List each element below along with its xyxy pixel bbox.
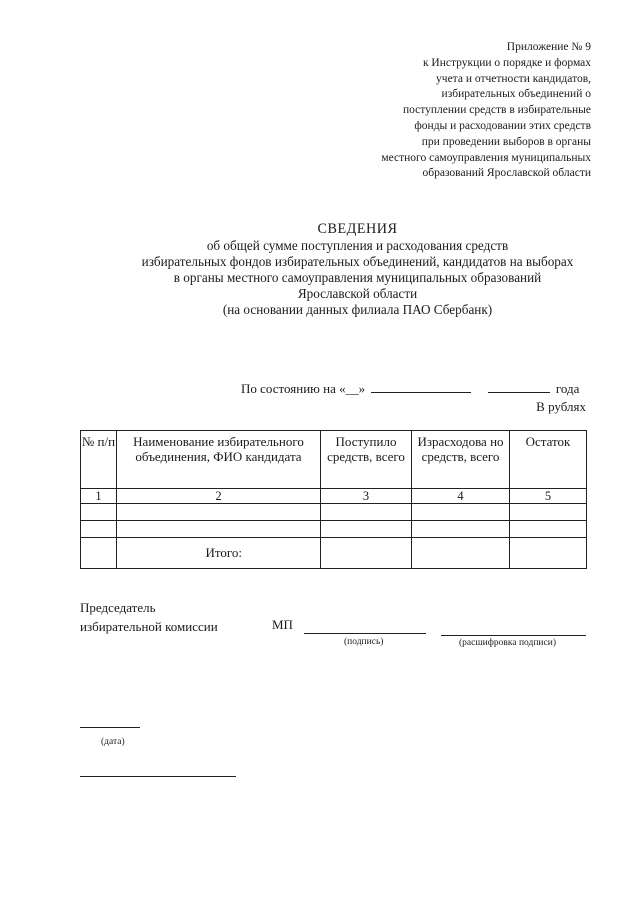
as-of-date-line (241, 381, 579, 397)
chairman-line-1: Председатель (80, 600, 156, 615)
column-number: 1 (81, 489, 117, 504)
table-cell[interactable] (321, 521, 412, 538)
table-cell[interactable] (510, 521, 587, 538)
year-blank-field[interactable] (488, 391, 550, 393)
header-number: № п/п (81, 431, 117, 489)
appendix-line: местного самоуправления муниципальных (381, 151, 591, 164)
signature-caption: (подпись) (344, 637, 384, 647)
date-line[interactable] (80, 727, 140, 728)
title-line: (на основании данных филиала ПАО Сбербанк) (222, 302, 493, 317)
column-number: 4 (412, 489, 510, 504)
chairman-line-2: избирательной комиссии (80, 619, 218, 634)
table-cell[interactable] (510, 504, 587, 521)
header-received: Поступило средств, всего (321, 431, 412, 489)
total-balance-cell[interactable] (510, 538, 587, 569)
as-of-prefix: По состоянию на «__» (241, 381, 366, 396)
table-cell[interactable] (117, 504, 321, 521)
table-row (81, 521, 587, 538)
column-number: 2 (117, 489, 321, 504)
decoding-caption: (расшифровка подписи) (459, 638, 556, 648)
header-balance: Остаток (510, 431, 587, 489)
table-cell[interactable] (117, 521, 321, 538)
appendix-line: Приложение № 9 (506, 41, 591, 53)
total-spent-cell[interactable] (412, 538, 510, 569)
appendix-line: образований Ярославской области (422, 167, 591, 180)
appendix-reference (381, 40, 591, 182)
table-total-row (81, 538, 587, 569)
appendix-line: при проведении выборов в органы (421, 135, 591, 148)
appendix-line: поступлении средств в избирательные (402, 104, 591, 117)
table-header-row (81, 431, 587, 489)
table-cell[interactable] (412, 504, 510, 521)
appendix-line: учета и отчетности кандидатов, (436, 72, 591, 85)
date-caption: (дата) (101, 737, 125, 747)
header-name: Наименование избирательного объединения, ФИО кандидата (117, 431, 321, 489)
header-spent: Израсходова но средств, всего (412, 431, 510, 489)
signature-decoding-line[interactable] (441, 635, 586, 636)
table-cell (81, 538, 117, 569)
currency-note: В рублях (536, 399, 586, 414)
total-received-cell[interactable] (321, 538, 412, 569)
title-line: избирательных фондов избирательных объединений, кандидатов на выборах (141, 254, 574, 269)
seal-place-label: МП (272, 617, 293, 632)
appendix-line: к Инструкции о порядке и формах (422, 56, 591, 69)
title-line: Ярославской области (297, 286, 418, 301)
document-title (60, 221, 640, 318)
column-number: 3 (321, 489, 412, 504)
table-column-numbers-row (81, 489, 587, 504)
column-number: 5 (510, 489, 587, 504)
title-line: в органы местного самоуправления муниципальных образований (173, 270, 542, 285)
table-row (81, 504, 587, 521)
table-cell[interactable] (412, 521, 510, 538)
as-of-suffix: года (555, 381, 580, 396)
total-label: Итого: (117, 538, 321, 569)
table-cell[interactable] (81, 521, 117, 538)
chairman-label (80, 598, 218, 636)
funds-table (80, 430, 587, 569)
table-cell[interactable] (81, 504, 117, 521)
signature-line[interactable] (304, 633, 426, 634)
appendix-line: избирательных объединений о (441, 88, 591, 101)
appendix-line: фонды и расходовании этих средств (414, 119, 591, 132)
table-cell[interactable] (321, 504, 412, 521)
bottom-signature-line[interactable] (80, 776, 236, 777)
title-main: СВЕДЕНИЯ (317, 221, 398, 237)
title-line: об общей сумме поступления и расходования средств (206, 238, 509, 253)
month-blank-field[interactable] (371, 391, 471, 393)
